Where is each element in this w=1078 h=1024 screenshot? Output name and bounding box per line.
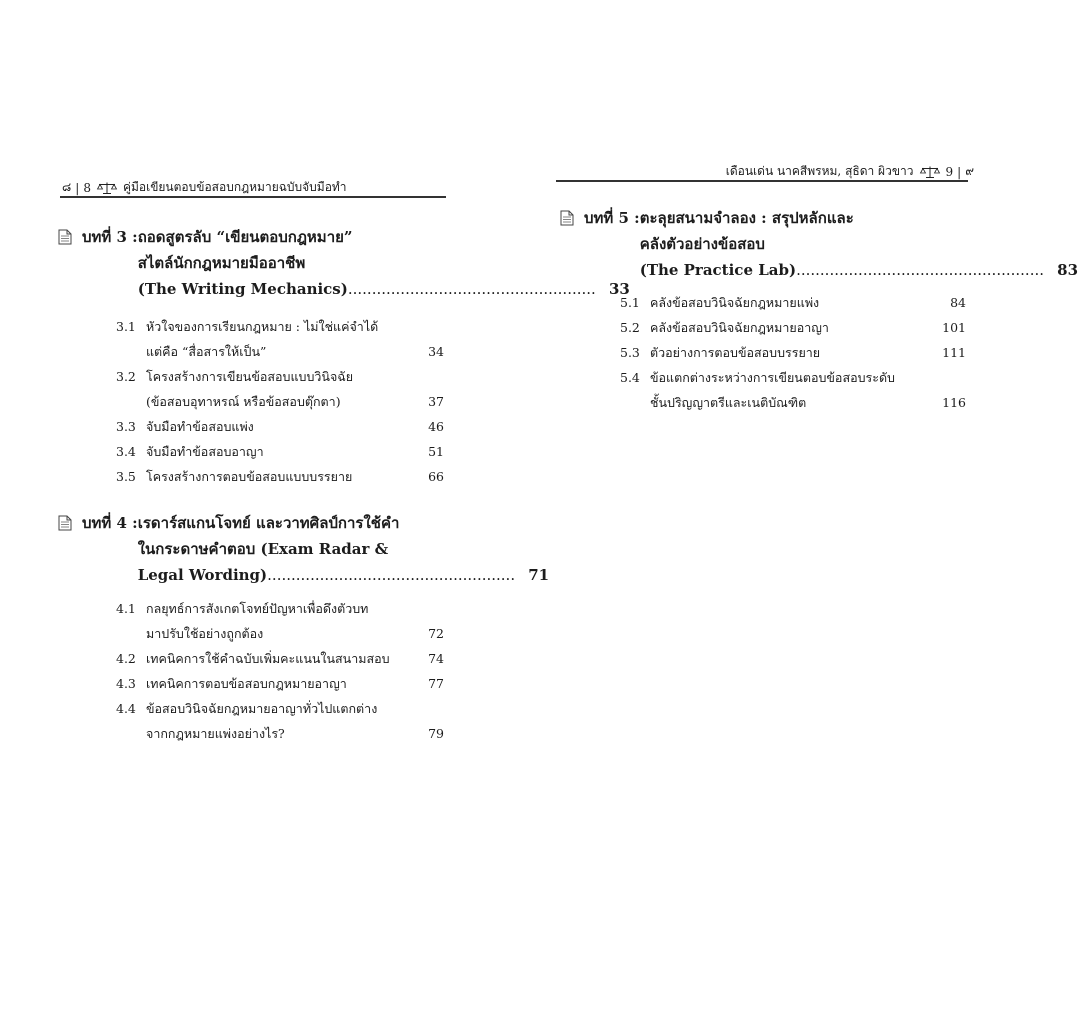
chapter-title	[138, 510, 549, 588]
section-title: แต่คือ “สื่อสารให้เป็น”	[146, 344, 267, 359]
section-title: หัวใจของการเรียนกฎหมาย : ไม่ใช่แค่จำได้	[146, 319, 379, 334]
chapter-title-line: ตะลุยสนามจำลอง : สรุปหลักและ	[639, 209, 854, 227]
chapter-title-tail: (The Practice Lab)	[639, 261, 797, 279]
chapter-label: บทที่ 3 :	[82, 228, 138, 246]
section-page-number: 84	[950, 295, 966, 310]
section-page-number: 51	[428, 444, 444, 459]
header-rule	[60, 196, 446, 198]
chapter-heading-row	[58, 510, 550, 588]
left-page-header	[62, 178, 347, 197]
document-icon	[560, 210, 574, 226]
chapter-title	[640, 205, 1078, 283]
section-entry	[116, 464, 444, 489]
section-title: ข้อแตกต่างระหว่างการเขียนตอบข้อสอบระดับ	[650, 370, 895, 385]
chapter-heading-row	[560, 205, 1078, 283]
document-icon	[58, 515, 72, 531]
section-entry-continuation	[116, 339, 444, 364]
chapter-title-tail: (The Writing Mechanics)	[137, 280, 348, 298]
dot-leader: ....................................................	[347, 280, 596, 298]
section-entry	[620, 290, 966, 315]
section-page-number: 66	[428, 469, 444, 484]
section-number: 4.3	[116, 676, 136, 691]
section-page-number: 79	[428, 726, 444, 741]
section-title: โครงสร้างการเขียนข้อสอบแบบวินิจฉัย	[146, 369, 354, 384]
arabic-page-number: 9	[945, 164, 954, 179]
book-title: คู่มือเขียนตอบข้อสอบกฎหมายฉบับจับมือทำ	[122, 180, 347, 194]
scales-of-justice-icon	[920, 166, 940, 178]
section-page-number: 72	[428, 626, 444, 641]
section-number: 5.2	[620, 320, 640, 335]
section-page-number: 74	[428, 651, 444, 666]
section-number: 3.2	[116, 369, 136, 384]
section-number: 3.3	[116, 419, 136, 434]
section-title: กลยุทธ์การสังเกตโจทย์ปัญหาเพื่อดึงตัวบท	[146, 601, 369, 616]
dot-leader: ....................................................	[267, 566, 516, 584]
section-entry	[116, 414, 444, 439]
authors: เดือนเด่น นาคสีพรหม, สุธิดา ผิวขาว	[725, 164, 914, 178]
chapter-title-last-line	[138, 562, 549, 588]
page-separator: |	[75, 180, 80, 195]
document-icon	[58, 229, 72, 245]
section-page-number: 116	[942, 395, 966, 410]
section-title: โครงสร้างการตอบข้อสอบแบบบรรยาย	[146, 469, 353, 484]
section-title: จากกฎหมายแพ่งอย่างไร?	[146, 726, 285, 741]
arabic-page-number: 8	[83, 180, 91, 195]
section-entry-continuation	[116, 621, 444, 646]
section-title: มาปรับใช้อย่างถูกต้อง	[146, 626, 264, 641]
section-page-number: 34	[428, 344, 444, 359]
right-page	[512, 0, 1078, 1024]
section-number: 3.5	[116, 469, 136, 484]
section-page-number: 77	[428, 676, 444, 691]
section-entry	[620, 365, 966, 390]
section-entry-continuation	[620, 390, 966, 415]
section-entry	[116, 364, 444, 389]
section-list	[116, 596, 444, 746]
section-list	[620, 290, 966, 415]
chapter-heading-row	[58, 224, 630, 302]
section-entry	[116, 646, 444, 671]
section-title: จับมือทำข้อสอบอาญา	[146, 444, 264, 459]
section-number: 5.4	[620, 370, 640, 385]
chapter-title-line: คลังตัวอย่างข้อสอบ	[639, 235, 765, 253]
chapter-heading	[58, 510, 550, 588]
section-entry-continuation	[116, 721, 444, 746]
section-title: ตัวอย่างการตอบข้อสอบบรรยาย	[650, 345, 821, 360]
section-number: 4.2	[116, 651, 136, 666]
section-entry	[116, 696, 444, 721]
chapter-title-line: ถอดสูตรลับ “เขียนตอบกฎหมาย”	[137, 228, 353, 246]
section-page-number: 101	[942, 320, 966, 335]
section-entry	[620, 315, 966, 340]
section-entry	[116, 314, 444, 339]
section-title: (ข้อสอบอุทาหรณ์ หรือข้อสอบตุ๊กตา)	[146, 394, 341, 409]
section-title: จับมือทำข้อสอบแพ่ง	[146, 419, 254, 434]
page-separator: |	[957, 164, 962, 179]
section-title: คลังข้อสอบวินิจฉัยกฎหมายอาญา	[650, 320, 829, 335]
chapter-title-line: เรดาร์สแกนโจทย์ และวาทศิลป์การใช้คำ	[137, 514, 400, 532]
section-number: 3.4	[116, 444, 136, 459]
section-title: ชั้นปริญญาตรีและเนติบัณฑิต	[650, 395, 807, 410]
chapter-page-number: 33	[608, 280, 630, 298]
header-rule	[556, 180, 968, 182]
section-number: 5.1	[620, 295, 640, 310]
section-title: เทคนิคการตอบข้อสอบกฎหมายอาญา	[146, 676, 347, 691]
section-number: 4.4	[116, 701, 136, 716]
section-entry-continuation	[116, 389, 444, 414]
section-page-number: 111	[942, 345, 966, 360]
chapter-title-last-line	[640, 257, 1078, 283]
chapter-title-line: ในกระดาษคำตอบ (Exam Radar &	[137, 540, 389, 558]
chapter-heading	[560, 205, 1078, 283]
section-title: เทคนิคการใช้คำฉบับเพิ่มคะแนนในสนามสอบ	[146, 651, 390, 666]
dot-leader: ....................................................	[796, 261, 1045, 279]
section-title: คลังข้อสอบวินิจฉัยกฎหมายแพ่ง	[650, 295, 820, 310]
chapter-page-number: 71	[528, 566, 550, 584]
section-number: 3.1	[116, 319, 136, 334]
right-page-header	[726, 162, 974, 181]
scales-of-justice-icon	[97, 182, 117, 194]
chapter-label: บทที่ 5 :	[584, 209, 640, 227]
section-entry	[116, 439, 444, 464]
section-entry	[116, 596, 444, 621]
chapter-title-tail: Legal Wording)	[137, 566, 268, 584]
section-title: ข้อสอบวินิจฉัยกฎหมายอาญาทั่วไปแตกต่าง	[146, 701, 378, 716]
chapter-title-line: สไตล์นักกฎหมายมืออาชีพ	[137, 254, 306, 272]
section-entry	[116, 671, 444, 696]
section-page-number: 46	[428, 419, 444, 434]
thai-page-number: ๙	[965, 164, 974, 178]
section-number: 4.1	[116, 601, 136, 616]
chapter-label: บทที่ 4 :	[82, 514, 138, 532]
section-list	[116, 314, 444, 489]
chapter-heading	[58, 224, 630, 302]
section-page-number: 37	[428, 394, 444, 409]
chapter-page-number: 83	[1057, 261, 1078, 279]
section-number: 5.3	[620, 345, 640, 360]
section-entry	[620, 340, 966, 365]
thai-page-number: ๘	[62, 180, 72, 194]
